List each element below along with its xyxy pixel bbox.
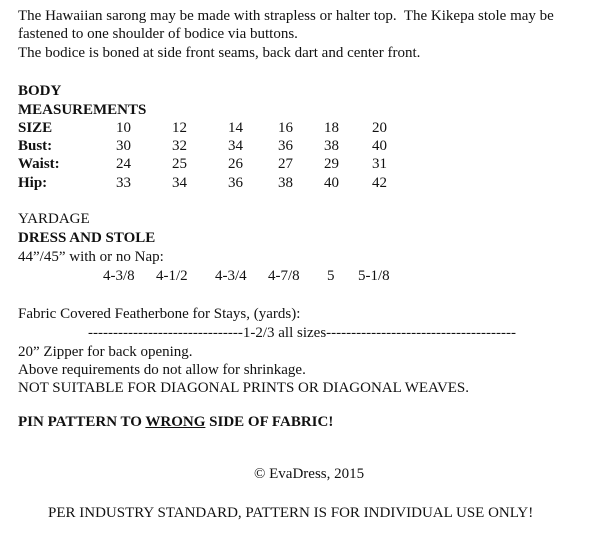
measurement-value: 26 — [228, 156, 243, 172]
body-heading: BODY — [18, 83, 62, 99]
dress-and-stole-heading: DRESS AND STOLE — [18, 230, 156, 246]
measurement-value: 24 — [116, 156, 131, 172]
measurement-value: 32 — [172, 138, 187, 154]
size-value: 14 — [228, 120, 243, 136]
yardage-value: 5-1/8 — [358, 268, 390, 284]
measurement-value: 25 — [172, 156, 187, 172]
measurement-value: 34 — [172, 175, 187, 191]
fabric-width-label: 44”/45” with or no Nap: — [18, 249, 164, 265]
measurement-row-label: SIZE — [18, 120, 53, 136]
pin-note-before: PIN PATTERN TO — [18, 414, 146, 430]
featherbone-amount: -------------------------------1-2/3 all sizes-------------------------------------- — [88, 325, 516, 341]
size-value: 20 — [372, 120, 387, 136]
size-value: 16 — [278, 120, 293, 136]
measurement-value: 36 — [278, 138, 293, 154]
measurement-value: 30 — [116, 138, 131, 154]
measurements-heading: MEASUREMENTS — [18, 102, 147, 118]
size-value: 12 — [172, 120, 187, 136]
size-value: 18 — [324, 120, 339, 136]
measurement-row-label: Waist: — [18, 156, 60, 172]
yardage-value: 4-7/8 — [268, 268, 300, 284]
shrinkage-note: Above requirements do not allow for shrinkage. — [18, 362, 306, 378]
measurement-value: 29 — [324, 156, 339, 172]
measurement-row-label: Hip: — [18, 175, 48, 191]
intro-line-2: fastened to one shoulder of bodice via buttons. — [18, 26, 298, 42]
measurement-value: 42 — [372, 175, 387, 191]
measurement-value: 27 — [278, 156, 293, 172]
measurement-value: 38 — [324, 138, 339, 154]
measurement-value: 40 — [372, 138, 387, 154]
featherbone-label: Fabric Covered Featherbone for Stays, (yards): — [18, 306, 301, 322]
measurement-value: 36 — [228, 175, 243, 191]
intro-line-3: The bodice is boned at side front seams, back dart and center front. — [18, 45, 421, 61]
intro-line-1: The Hawaiian sarong may be made with strapless or halter top. The Kikepa stole may be — [18, 8, 554, 24]
measurement-row-label: Bust: — [18, 138, 53, 154]
pin-note-after: SIDE OF FABRIC! — [205, 414, 334, 430]
measurement-value: 33 — [116, 175, 131, 191]
zipper-note: 20” Zipper for back opening. — [18, 344, 193, 360]
measurement-value: 31 — [372, 156, 387, 172]
footer-notice: PER INDUSTRY STANDARD, PATTERN IS FOR INDIVIDUAL USE ONLY! — [48, 505, 534, 521]
copyright: © EvaDress, 2015 — [254, 466, 365, 482]
yardage-value: 5 — [327, 268, 335, 284]
pin-note-emphasis: WRONG — [145, 414, 206, 430]
measurement-value: 40 — [324, 175, 339, 191]
yardage-value: 4-3/4 — [215, 268, 247, 284]
yardage-value: 4-3/8 — [103, 268, 135, 284]
diagonal-warning: NOT SUITABLE FOR DIAGONAL PRINTS OR DIAGONAL WEAVES. — [18, 380, 470, 396]
pin-pattern-note — [18, 414, 333, 431]
yardage-heading: YARDAGE — [18, 211, 90, 227]
measurement-value: 38 — [278, 175, 293, 191]
measurement-value: 34 — [228, 138, 243, 154]
size-value: 10 — [116, 120, 131, 136]
yardage-value: 4-1/2 — [156, 268, 188, 284]
